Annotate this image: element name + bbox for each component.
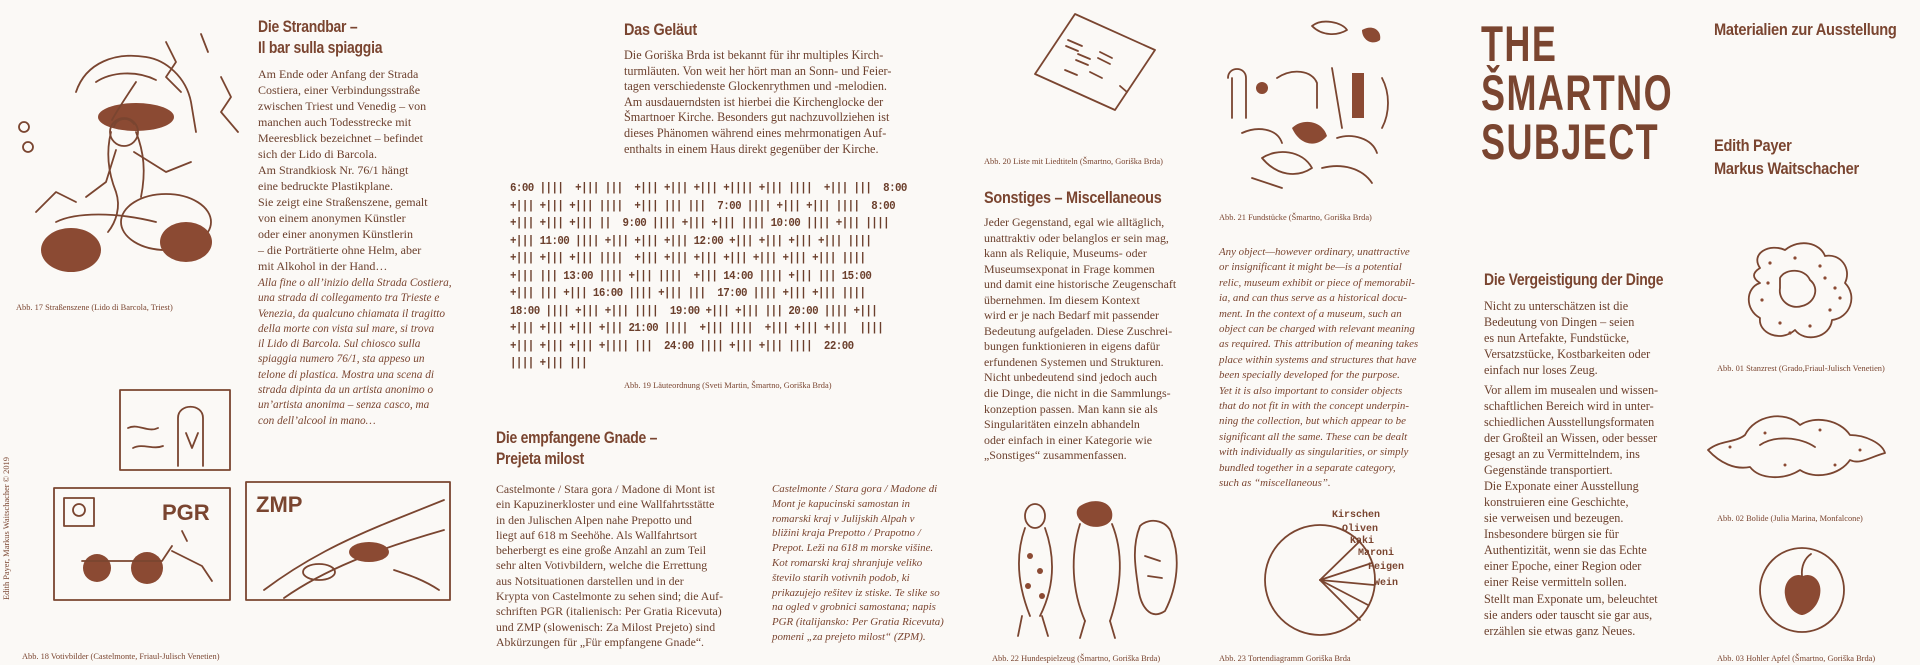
pie-label: Kaki xyxy=(1350,536,1375,547)
svg-text:KirschenOlivenKakiMaroniFeigen xyxy=(1332,509,1404,589)
pie-chart-drawing xyxy=(1260,505,1410,640)
tally-row: +||| ||| 13:00 |||| +||| |||| +||| 14:00 |||| +||| ||| 15:00 xyxy=(510,269,872,283)
hollow-apple-drawing xyxy=(1755,540,1850,635)
caption-abb01: Abb. 01 Stanzrest (Grado,Friaul-Julisch Venetien) xyxy=(1717,364,1885,373)
caption-abb18: Abb. 18 Votivbilder (Castelmonte, Friaul-Julisch Venetien) xyxy=(22,652,220,661)
caption-abb20: Abb. 20 Liste mit Liedtiteln (Šmartno, Goriška Brda) xyxy=(984,157,1163,166)
caption-abb02: Abb. 02 Bolide (Julia Marina, Monfalcone) xyxy=(1717,514,1863,523)
caption-abb17: Abb. 17 Straßenszene (Lido di Barcola, Triest) xyxy=(16,303,173,312)
found-objects-drawing xyxy=(1222,18,1402,198)
street-scene-drawing xyxy=(16,22,246,292)
strandbar-body-de: Am Ende oder Anfang der Strada Costiera, einer Verbindungsstraße zwischen Triest und Venedig – von manchen auch Todesstrecke mit Meeresblick bezeichnet – befindet sich der Lido di Barcola. Am Strandkiosk Nr. 76/1 hängt eine bedruckte Plastikplane. Sie zeigt eine Straßenszene, gemalt von einem anonymen Künstler oder einer anonymen Künstlerin – die Porträtierte ohne Helm, aber mit Alkohol in der Hand… xyxy=(258,67,428,273)
tally-row: +||| 11:00 |||| +||| +||| +||| 12:00 +||| +||| +||| +||| |||| xyxy=(510,234,872,248)
gnade-heading-1: Die empfangene Gnade – xyxy=(496,428,658,447)
caption-abb19: Abb. 19 Läuteordnung (Sveti Martin, Šmartno, Goriška Brda) xyxy=(624,381,832,390)
sonstiges-body-de: Jeder Gegenstand, egal wie alltäglich, unattraktiv oder belanglos er sein mag, kann als Reliquie, Museums- oder Museumsexponat in Frage kommen und damit eine historische Zeugenschaft übernehmen. Im diesem Kontext wird er je nach Bedarf mit passender Bedeutung aufgeladen. Diese Zuschrei- bungen funktionieren in eigens dafür erfundenen Systemen und Strukturen. Nicht unbedeutend sind jedoch auch die Dinge, die nicht in die Sammlungs- konzeption passen. Man kann sie als Singularitäten einzeln abhandeln oder einfach in einer Kategorie wie „Sonstiges“ zusammenfassen. xyxy=(984,215,1177,463)
gnade-heading-2: Prejeta milost xyxy=(496,449,584,468)
tally-row: |||| +||| ||| xyxy=(510,357,588,370)
caption-abb23: Abb. 23 Tortendiagramm Goriška Brda xyxy=(1219,654,1351,663)
pie-label: Feigen xyxy=(1368,562,1405,573)
vergeistigung-p2: Vor allem im musealen und wissen- schaftlichen Bereich wird in unter- schiedlichen Ausstellungsformaten der Großteil an Wissen, oder besser gesagt an zu Vermittelndem, ins Gegenstände transportiert. xyxy=(1484,383,1659,477)
caption-abb22: Abb. 22 Hundespielzeug (Šmartno, Goriška Brda) xyxy=(992,654,1161,663)
song-list-drawing xyxy=(1030,12,1160,112)
sonstiges-heading: Sonstiges – Miscellaneous xyxy=(984,188,1162,207)
gelaeut-body: Die Goriška Brda ist bekannt für ihr multiples Kirch- turmläuten. Von weit her hört man an Sonn- und Feier- tagen verschiedenste Glockenrythmen und -melodien. Am ausdauerndsten ist hierbei die Kirchenglocke der Šmartnoer Kirche. Besonders gut nachzuvollziehen ist dieses Phänomen während eines mehrmonatigen Auf- enthalts in einem Haus direkt gegenüber der Kirche. xyxy=(624,48,892,156)
votive-drawing-zmp xyxy=(244,480,452,602)
tally-row: +||| +||| +||| || 9:00 |||| +||| +||| |||| 10:00 |||| +||| |||| xyxy=(510,217,890,230)
strandbar-heading-2: Il bar sulla spiaggia xyxy=(258,38,383,57)
zmp-label: ZMP xyxy=(256,492,303,517)
tally-row: +||| ||| +||| 16:00 |||| +||| ||| 17:00 |||| +||| +||| |||| xyxy=(510,287,866,300)
gnade-body-de: Castelmonte / Stara gora / Madone di Mont ist ein Kapuzinerkloster und eine Wallfahrtsstätte in den Julischen Alpen nahe Prepotto und liegt auf 618 m Seehöhe. Als Wallfahrtsort beherbergt es eine große Anzahl an zum Teil sehr alten Votivbildern, welche die Errettung aus Notsituationen darstellen und in der Krypta von Castelmonte zu sehen sind; die Auf- schriften PGR (italienisch: Per Gratia Ricevuta) und ZMP (slowenisch: Za Milost Prejeto) sind Abkürzungen für „Für empfangene Gnade“. xyxy=(496,482,724,649)
copyright-notice: Edith Payer, Markus Waitschacher © 2019 xyxy=(2,457,11,600)
pie-label: Maroni xyxy=(1358,548,1395,559)
strandbar-body-it: Alla fine o all’inizio della Strada Costiera, una strada di collegamento tra Trieste e Venezia, da qualcuno chiamata il tragitto della morte con vista sul mare, si trova il Lido di Barcola. Sul chiosco sulla spiaggia numero 76/1, sta appeso un telone di plastica. Mostra una scena di strada dipinta da un artista anonimo o un’artista anonima – senza casco, ma con dell’alcool in mano… xyxy=(258,277,452,427)
tally-row: +||| +||| +||| |||| +||| ||| ||| 7:00 |||| +||| +||| |||| 8:00 xyxy=(510,199,896,213)
vergeistigung-p3: Die Exponate einer Ausstellung konstruieren eine Geschichte, sie verweisen und bezeugen. Insbesondere bürgen sie für Authentizität, wenn sie das Echte einer Epoche, einer Region oder einer Reise vermitteln sollen. xyxy=(1484,479,1647,589)
caption-abb21: Abb. 21 Fundstücke (Šmartno, Goriška Brda) xyxy=(1219,213,1372,222)
gelaeut-heading: Das Geläut xyxy=(624,20,697,39)
tally-row: 6:00 |||| +||| ||| +||| +||| +||| +|||| +||| |||| +||| ||| 8:00 xyxy=(510,182,907,195)
vergeistigung-heading: Die Vergeistigung der Dinge xyxy=(1484,270,1664,289)
tally-row: +||| +||| +||| +||| 21:00 |||| +||| |||| +||| +||| +||| |||| xyxy=(510,322,884,335)
pie-label: Wein xyxy=(1374,578,1399,589)
author-markus-waitschacher: Markus Waitschacher xyxy=(1714,159,1859,178)
main-title: THE ŠMARTNO SUBJECT xyxy=(1481,16,1674,170)
vergeistigung-p4: Stellt man Exponate um, beleuchtet sie anders oder tauscht sie gar aus, erzählen sie etwas ganz Neues. xyxy=(1484,592,1658,638)
pie-label: Kirschen xyxy=(1332,510,1381,521)
tally-list xyxy=(510,180,907,373)
strandbar-heading-1: Die Strandbar – xyxy=(258,17,358,36)
votive-drawing-pgr xyxy=(52,486,232,602)
caption-abb03: Abb. 03 Hohler Apfel (Šmartno, Goriška Brda) xyxy=(1717,654,1876,663)
sonstiges-body-en: Any object—however ordinary, unattractive or insignificant it might be—is a potential relic, museum exhibit or piece of memorabil- ia, and can thus serve as a historical docu- ment. In the context of a museum, such an object can be charged with relevant meaning as required. This attribution of meaning takes place within systems and structures that have been specially developed for the purpose. Yet it is also important to consider objects that do not fit in with the concept underpin- ning the collection, but which appear to be significant all the same. These can be dealt with individually as singularities, or simply bundled together in a separate category, such as “miscellaneous”. xyxy=(1219,246,1419,490)
author-edith-payer: Edith Payer xyxy=(1714,136,1792,155)
dog-toys-drawing xyxy=(1000,496,1190,642)
bolide-drawing xyxy=(1700,395,1890,495)
pie-label: Oliven xyxy=(1342,524,1379,535)
tally-row: 18:00 |||| +||| +||| |||| 19:00 +||| +||| ||| 20:00 |||| +||| xyxy=(510,304,878,318)
tally-row: +||| +||| +||| +|||| ||| 24:00 |||| +||| +||| |||| 22:00 xyxy=(510,339,854,353)
punch-remnant-drawing xyxy=(1740,238,1860,348)
vergeistigung-p1: Nicht zu unterschätzen ist die Bedeutung von Dingen – seien es nun Artefakte, Fundstücke, Versatzstücke, Kostbarkeiten oder einfach nur loses Zeug. xyxy=(1484,299,1651,377)
votive-drawing-top xyxy=(118,388,233,473)
materialien-heading: Materialien zur Ausstellung xyxy=(1714,20,1897,39)
pgr-label: PGR xyxy=(162,500,210,525)
tally-row: +||| +||| +||| |||| +||| +||| +||| +||| +||| +||| +||| |||| xyxy=(510,252,866,265)
gnade-body-sl: Castelmonte / Stara gora / Madone di Mont je kapucinski samostan in romarski kraj v Julijskih Alpah v bližini kraja Prepotto / Prapotno / Prepot. Leži na 618 m morske višine. Kot romarski kraj shranjuje veliko število starih votivnih podob, ki prikazujejo rešitev iz stiske. Te slike so na ogled v grobnici samostana; napis PGR (italijansko: Per Gratia Ricevuta) pomeni „za prejeto milost“ (ZPM). xyxy=(772,483,944,643)
